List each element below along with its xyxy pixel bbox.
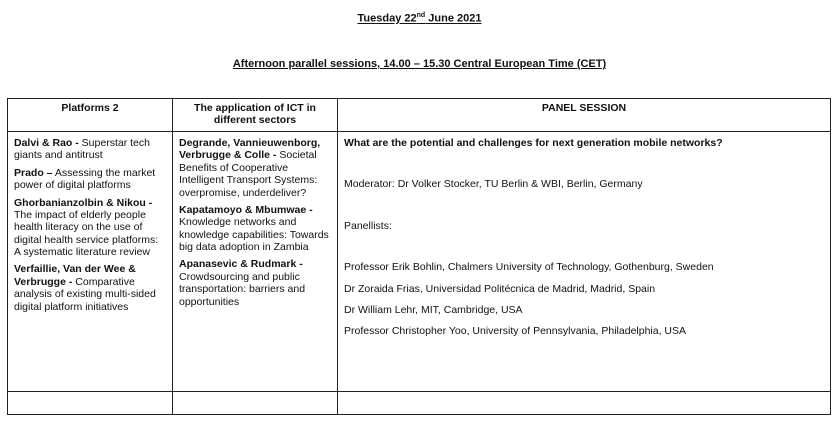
paper-title: Superstar tech giants and antitrust <box>14 137 150 162</box>
paper-entry <box>179 258 331 308</box>
date-day: Tuesday 22 <box>357 12 417 25</box>
panellist: Professor Christopher Yoo, University of Pennsylvania, Philadelphia, USA <box>344 325 687 338</box>
sessions-heading: Afternoon parallel sessions, 14.00 – 15.30 Central European Time (CET) <box>232 58 607 70</box>
panel-cell <box>338 132 831 392</box>
paper-title: The impact of elderly people health literacy on the use of digital health service platforms: A systematic literature review <box>14 208 159 258</box>
column-header-platforms: Platforms 2 <box>8 99 173 132</box>
empty-cell <box>173 392 338 415</box>
date-month-year: June 2021 <box>425 12 482 25</box>
empty-cell <box>338 392 831 415</box>
content-row <box>8 132 831 392</box>
paper-authors: Ghorbanianzolbin & Nikou - <box>14 196 153 209</box>
paper-authors: Kapatamoyo & Mbumwae - <box>179 203 313 216</box>
paper-authors: Dalvi & Rao - <box>14 137 79 149</box>
schedule-table <box>7 98 831 415</box>
paper-entry <box>14 197 166 259</box>
paper-entry <box>14 137 166 162</box>
paper-title: Comparative analysis of existing multi-sided digital platform initiatives <box>14 275 156 313</box>
paper-title: Knowledge networks and knowledge capabilities: Towards big data adoption in Zambia <box>179 216 329 253</box>
ict-cell <box>173 132 338 392</box>
paper-entry <box>14 263 166 313</box>
paper-authors: Degrande, Vannieuwenborg, Verbrugge & Colle - <box>179 137 321 162</box>
panellist: Dr Zoraida Frias, Universidad Politécnica de Madrid, Madrid, Spain <box>344 282 656 295</box>
paper-entry <box>179 137 331 199</box>
column-header-panel: PANEL SESSION <box>338 99 831 132</box>
column-header-ict: The application of ICT in different sectors <box>173 99 338 132</box>
empty-cell <box>8 392 173 415</box>
panellists-label: Panellists: <box>344 219 392 232</box>
empty-row <box>8 392 831 415</box>
paper-entry <box>179 204 331 254</box>
panel-question: What are the potential and challenges for next generation mobile networks? <box>344 137 723 149</box>
paper-title: Societal Benefits of Cooperative Intelligent Transport Systems: overpromise, underdeliver? <box>179 149 318 199</box>
panellist: Professor Erik Bohlin, Chalmers University of Technology, Gothenburg, Sweden <box>344 261 714 274</box>
paper-title: Crowdsourcing and public transportation: barriers and opportunities <box>179 270 306 308</box>
header-row <box>8 99 831 132</box>
platforms-cell <box>8 132 173 392</box>
panellist: Dr William Lehr, MIT, Cambridge, USA <box>344 303 523 316</box>
paper-title: Assessing the market power of digital platforms <box>14 166 156 192</box>
panel-moderator: Moderator: Dr Volker Stocker, TU Berlin & WBI, Berlin, Germany <box>344 178 643 191</box>
date-heading <box>0 12 839 25</box>
paper-authors: Prado – <box>14 166 53 179</box>
paper-authors: Verfaillie, Van der Wee & Verbrugge - <box>14 263 136 288</box>
paper-authors: Apanasevic & Rudmark - <box>179 258 303 271</box>
date-ordinal: nd <box>416 12 426 19</box>
paper-entry <box>14 167 166 192</box>
